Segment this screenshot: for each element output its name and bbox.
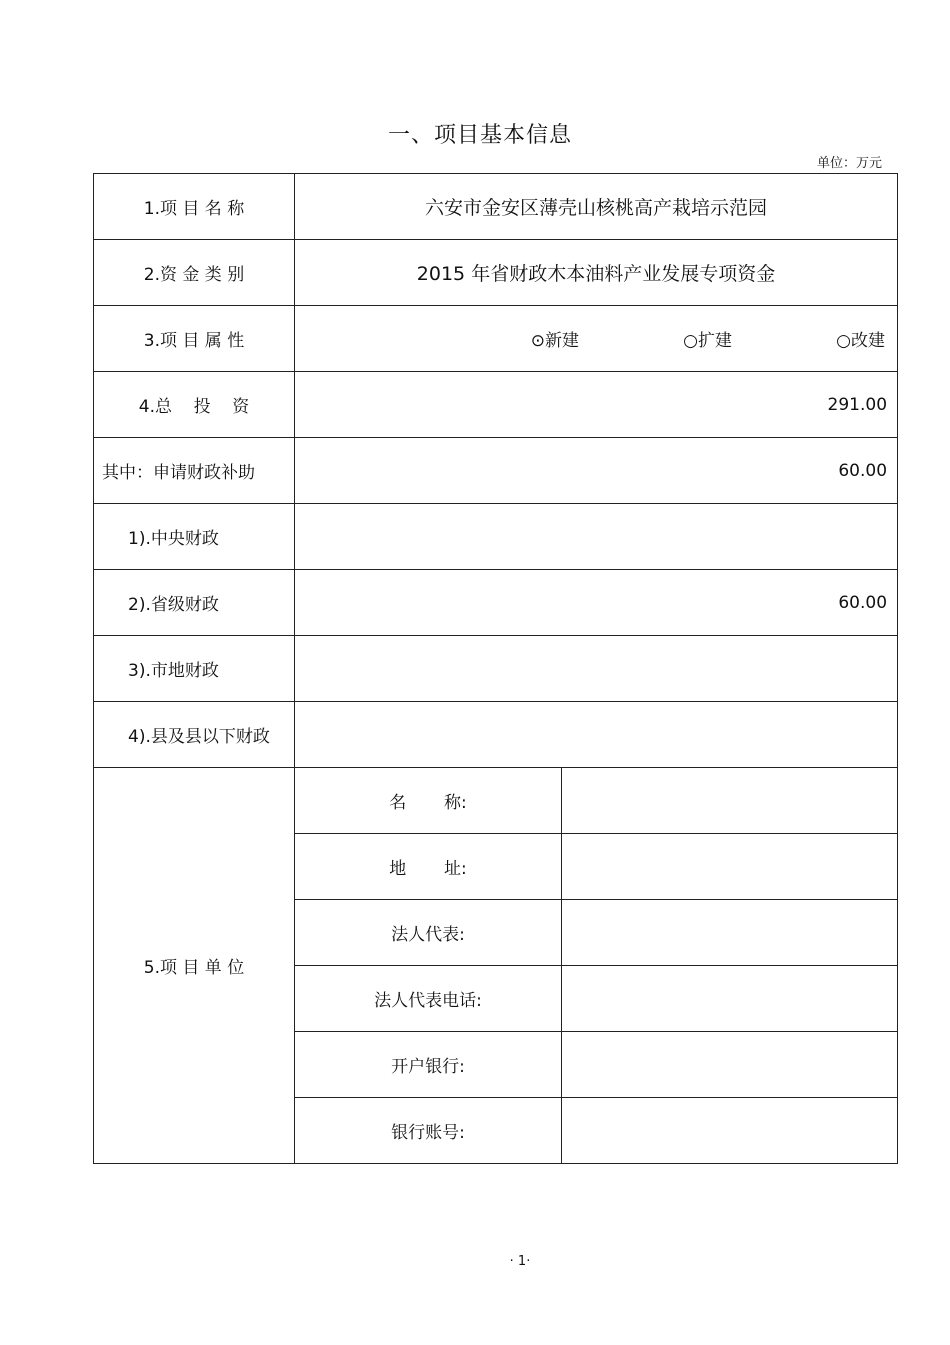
county-value[interactable] — [295, 702, 898, 768]
bank-account-value[interactable] — [562, 1098, 898, 1164]
option-new-build[interactable]: ⊙新建 — [530, 331, 580, 351]
row-total-investment — [94, 372, 898, 438]
option-expand[interactable]: ○扩建 — [683, 331, 733, 351]
row-fund-type — [94, 240, 898, 306]
county-label: 4).县及县以下财政 — [94, 702, 295, 768]
unit-name-label: 名 称: — [295, 768, 562, 834]
option-rebuild[interactable]: ○改建 — [836, 331, 886, 351]
page-number: · 1· — [509, 1254, 531, 1269]
legal-rep-phone-value[interactable] — [562, 966, 898, 1032]
unit-address-value[interactable] — [562, 834, 898, 900]
unit-note: 单位：万元 — [816, 156, 882, 171]
central-value[interactable] — [295, 504, 898, 570]
row-unit-name — [94, 768, 898, 834]
legal-rep-label: 法人代表: — [295, 900, 562, 966]
subsidy-label: 其中：申请财政补助 — [94, 438, 295, 504]
total-investment-value[interactable]: 291.00 — [295, 372, 898, 438]
unit-address-label: 地 址: — [295, 834, 562, 900]
row-municipal — [94, 636, 898, 702]
legal-rep-phone-label: 法人代表电话: — [295, 966, 562, 1032]
row-subsidy — [94, 438, 898, 504]
legal-rep-value[interactable] — [562, 900, 898, 966]
bank-value[interactable] — [562, 1032, 898, 1098]
project-info-table — [93, 173, 898, 1164]
subsidy-value[interactable]: 60.00 — [295, 438, 898, 504]
row-attribute — [94, 306, 898, 372]
project-unit-label: 5.项 目 单 位 — [94, 768, 295, 1164]
municipal-value[interactable] — [295, 636, 898, 702]
bank-account-label: 银行账号: — [295, 1098, 562, 1164]
row-county — [94, 702, 898, 768]
attribute-label: 3.项 目 属 性 — [94, 306, 295, 372]
page-title: 一、项目基本信息 — [387, 123, 572, 148]
project-name-label: 1.项 目 名 称 — [94, 174, 295, 240]
row-project-name — [94, 174, 898, 240]
total-investment-label: 4.总 投 资 — [94, 372, 295, 438]
project-name-value[interactable]: 六安市金安区薄壳山核桃高产栽培示范园 — [295, 174, 898, 240]
municipal-label: 3).市地财政 — [94, 636, 295, 702]
fund-type-label: 2.资 金 类 别 — [94, 240, 295, 306]
bank-label: 开户银行: — [295, 1032, 562, 1098]
provincial-value[interactable]: 60.00 — [295, 570, 898, 636]
unit-name-value[interactable] — [562, 768, 898, 834]
row-central — [94, 504, 898, 570]
provincial-label: 2).省级财政 — [94, 570, 295, 636]
row-provincial — [94, 570, 898, 636]
central-label: 1).中央财政 — [94, 504, 295, 570]
attribute-options — [295, 306, 898, 372]
fund-type-value[interactable]: 2015 年省财政木本油料产业发展专项资金 — [295, 240, 898, 306]
